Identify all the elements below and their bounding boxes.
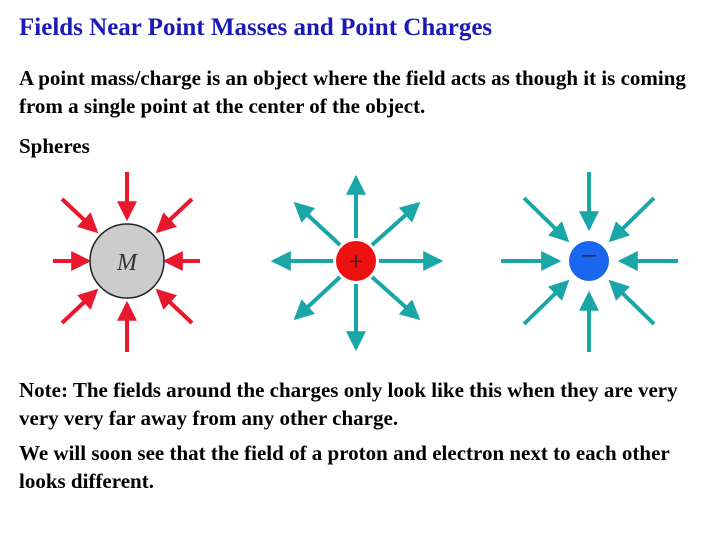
positive-field-arrow xyxy=(296,277,340,318)
mass-field-arrow xyxy=(62,291,96,323)
negative-field-arrow xyxy=(611,198,654,240)
mass-label: M xyxy=(117,250,137,276)
mass-field-arrow xyxy=(158,199,192,231)
note2-text: We will soon see that the field of a proton and electron next to each other looks different. xyxy=(19,441,670,493)
positive-field-arrow xyxy=(372,277,418,318)
negative-field-arrow xyxy=(524,198,567,240)
negative-field-arrow xyxy=(611,282,654,324)
slide-title: Fields Near Point Masses and Point Charges xyxy=(19,14,493,41)
mass-field-arrow xyxy=(158,291,192,323)
negative-charge-label: – xyxy=(582,239,596,268)
spheres-label: Spheres xyxy=(19,134,90,158)
positive-field-arrow xyxy=(372,204,418,245)
note-text: Note: The fields around the charges only look like this when they are very very very far away from any other charge. xyxy=(19,378,678,430)
mass-field-arrow xyxy=(62,199,96,231)
negative-field-arrow xyxy=(524,282,567,324)
intro-text: A point mass/charge is an object where the field acts as though it is coming from a single point at the center of the object. xyxy=(19,66,686,118)
positive-charge-label: + xyxy=(348,247,364,276)
positive-field-arrow xyxy=(296,204,340,245)
